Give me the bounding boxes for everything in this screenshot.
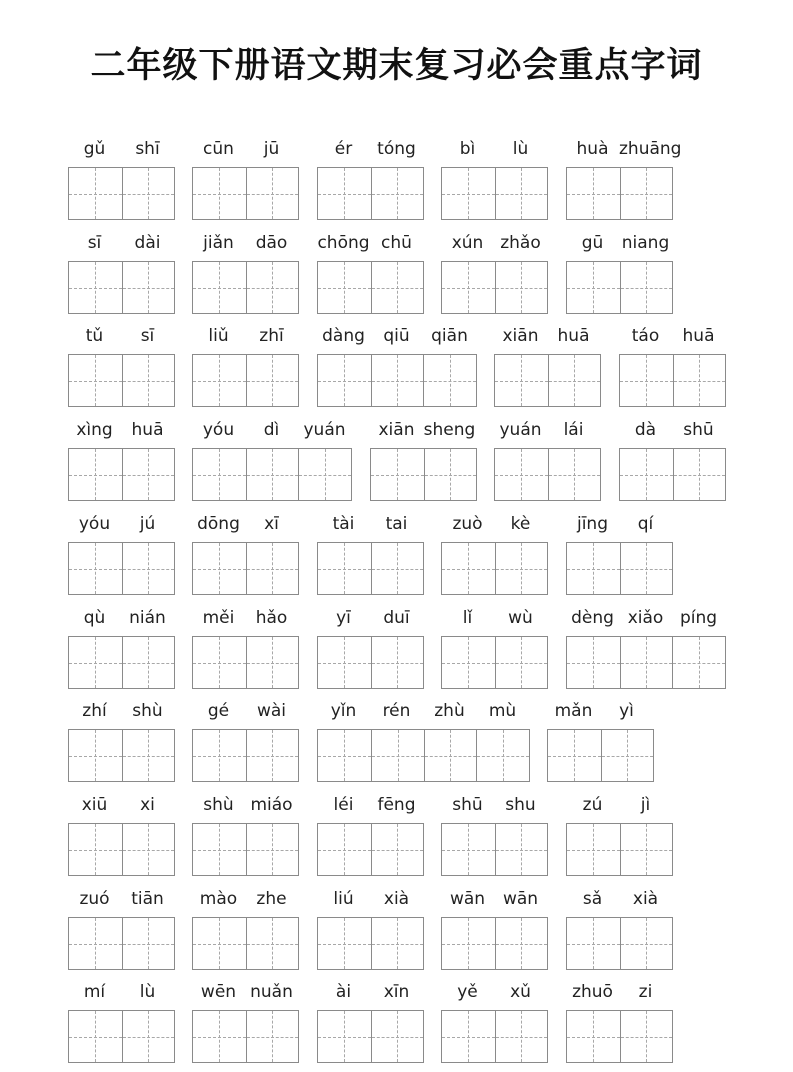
- tianzige-cell[interactable]: [476, 730, 529, 781]
- pinyin-syllable: bì: [459, 139, 476, 159]
- pinyin-syllable: mào: [199, 889, 238, 909]
- pinyin-syllable: zhǎo: [500, 233, 541, 253]
- tianzige-cell[interactable]: [620, 543, 673, 594]
- tianzige-cell[interactable]: [69, 730, 122, 781]
- pinyin-syllable: rén: [382, 701, 411, 721]
- tianzige-cell[interactable]: [672, 637, 725, 688]
- writing-grid: [317, 1010, 424, 1063]
- writing-grid: [317, 823, 424, 876]
- pinyin-syllable: miáo: [250, 795, 293, 815]
- writing-grid: [441, 261, 548, 314]
- tianzige-cell[interactable]: [495, 168, 548, 219]
- pinyin-syllable: huà: [576, 139, 609, 159]
- pinyin-syllable: shù: [132, 701, 163, 721]
- pinyin-syllable: zuò: [452, 514, 483, 534]
- tianzige-cell[interactable]: [318, 355, 371, 406]
- tianzige-cell[interactable]: [318, 1011, 371, 1062]
- writing-grid: [192, 261, 299, 314]
- pinyin-syllable: jú: [139, 514, 156, 534]
- tianzige-cell[interactable]: [495, 1011, 548, 1062]
- tianzige-cell[interactable]: [371, 449, 424, 500]
- pinyin-syllable: liú: [333, 889, 354, 909]
- pinyin-syllable: xiū: [81, 795, 108, 815]
- pinyin-syllable: tóng: [377, 139, 416, 159]
- tianzige-cell[interactable]: [673, 449, 726, 500]
- pinyin-syllable: sī: [87, 233, 102, 253]
- writing-grid: [317, 167, 424, 220]
- writing-grid: [441, 636, 548, 689]
- tianzige-cell[interactable]: [69, 168, 122, 219]
- writing-grid: [68, 542, 175, 595]
- tianzige-cell[interactable]: [567, 168, 620, 219]
- tianzige-cell[interactable]: [246, 355, 299, 406]
- tianzige-cell[interactable]: [318, 262, 371, 313]
- tianzige-cell[interactable]: [442, 262, 495, 313]
- tianzige-cell[interactable]: [318, 543, 371, 594]
- pinyin-syllable: qiān: [431, 326, 468, 346]
- pinyin-syllable: lái: [563, 420, 584, 440]
- tianzige-cell[interactable]: [298, 449, 351, 500]
- writing-grid: [317, 729, 530, 782]
- pinyin-syllable: wù: [508, 608, 533, 628]
- tianzige-cell[interactable]: [69, 543, 122, 594]
- pinyin-syllable: zi: [638, 982, 653, 1002]
- pinyin-syllable: cūn: [203, 139, 234, 159]
- writing-grid: [68, 729, 175, 782]
- tianzige-cell[interactable]: [246, 262, 299, 313]
- writing-grid: [192, 917, 299, 970]
- pinyin-syllable: zuó: [79, 889, 110, 909]
- pinyin-syllable: měi: [202, 608, 235, 628]
- tianzige-cell[interactable]: [246, 730, 299, 781]
- writing-grid: [68, 261, 175, 314]
- pinyin-syllable: táo: [631, 326, 660, 346]
- tianzige-cell[interactable]: [371, 637, 424, 688]
- writing-grid: [441, 917, 548, 970]
- pinyin-syllable: jīng: [576, 514, 608, 534]
- pinyin-syllable: lǐ: [462, 608, 473, 628]
- writing-grid: [192, 823, 299, 876]
- tianzige-cell[interactable]: [620, 449, 673, 500]
- pinyin-syllable: qù: [83, 608, 106, 628]
- writing-grid: [566, 261, 673, 314]
- pinyin-syllable: sheng: [423, 420, 476, 440]
- tianzige-cell[interactable]: [122, 262, 175, 313]
- tianzige-cell[interactable]: [246, 918, 299, 969]
- tianzige-cell[interactable]: [122, 449, 175, 500]
- writing-grid: [441, 823, 548, 876]
- pinyin-syllable: gé: [207, 701, 230, 721]
- pinyin-syllable: huā: [682, 326, 715, 346]
- tianzige-cell[interactable]: [495, 543, 548, 594]
- tianzige-cell[interactable]: [318, 918, 371, 969]
- tianzige-cell[interactable]: [122, 730, 175, 781]
- pinyin-syllable: gū: [581, 233, 604, 253]
- writing-grid: [68, 636, 175, 689]
- tianzige-cell[interactable]: [69, 449, 122, 500]
- tianzige-cell[interactable]: [371, 262, 424, 313]
- pinyin-syllable: chōng: [317, 233, 370, 253]
- writing-grid: [68, 448, 175, 501]
- tianzige-cell[interactable]: [442, 168, 495, 219]
- pinyin-syllable: dāo: [255, 233, 288, 253]
- tianzige-cell[interactable]: [246, 543, 299, 594]
- tianzige-cell[interactable]: [495, 355, 548, 406]
- tianzige-cell[interactable]: [548, 449, 601, 500]
- writing-grid: [494, 448, 601, 501]
- tianzige-cell[interactable]: [193, 262, 246, 313]
- writing-grid: [192, 167, 299, 220]
- pinyin-syllable: zhuō: [572, 982, 613, 1002]
- pinyin-syllable: xià: [383, 889, 410, 909]
- pinyin-syllable: niang: [621, 233, 670, 253]
- pinyin-syllable: xīn: [383, 982, 410, 1002]
- tianzige-cell[interactable]: [495, 918, 548, 969]
- pinyin-syllable: kè: [510, 514, 531, 534]
- tianzige-cell[interactable]: [424, 730, 477, 781]
- writing-grid: [317, 636, 424, 689]
- pinyin-syllable: shù: [203, 795, 234, 815]
- writing-grid: [566, 823, 673, 876]
- tianzige-cell[interactable]: [495, 449, 548, 500]
- tianzige-cell[interactable]: [69, 262, 122, 313]
- tianzige-cell[interactable]: [620, 918, 673, 969]
- pinyin-syllable: dàng: [322, 326, 365, 346]
- tianzige-cell[interactable]: [246, 1011, 299, 1062]
- writing-grid: [68, 354, 175, 407]
- pinyin-syllable: yóu: [78, 514, 111, 534]
- tianzige-cell[interactable]: [69, 637, 122, 688]
- tianzige-cell[interactable]: [69, 824, 122, 875]
- pinyin-syllable: jiǎn: [203, 233, 234, 253]
- tianzige-cell[interactable]: [193, 730, 246, 781]
- tianzige-cell[interactable]: [246, 824, 299, 875]
- pinyin-syllable: zhī: [259, 326, 284, 346]
- pinyin-syllable: ér: [334, 139, 353, 159]
- tianzige-cell[interactable]: [673, 355, 726, 406]
- pinyin-syllable: yuán: [303, 420, 346, 440]
- tianzige-cell[interactable]: [193, 824, 246, 875]
- tianzige-cell[interactable]: [318, 637, 371, 688]
- writing-grid: [317, 354, 477, 407]
- tianzige-cell[interactable]: [193, 918, 246, 969]
- tianzige-cell[interactable]: [122, 355, 175, 406]
- pinyin-syllable: hǎo: [255, 608, 288, 628]
- pinyin-syllable: shī: [135, 139, 160, 159]
- pinyin-syllable: chū: [381, 233, 412, 253]
- tianzige-cell[interactable]: [371, 918, 424, 969]
- tianzige-cell[interactable]: [318, 730, 371, 781]
- tianzige-cell[interactable]: [371, 730, 424, 781]
- tianzige-cell[interactable]: [567, 637, 620, 688]
- pinyin-syllable: huā: [131, 420, 164, 440]
- tianzige-cell[interactable]: [246, 168, 299, 219]
- tianzige-cell[interactable]: [318, 824, 371, 875]
- writing-grid: [192, 729, 299, 782]
- pinyin-syllable: nuǎn: [250, 982, 293, 1002]
- tianzige-cell[interactable]: [601, 730, 654, 781]
- pinyin-syllable: léi: [333, 795, 354, 815]
- pinyin-syllable: qí: [637, 514, 654, 534]
- tianzige-cell[interactable]: [122, 824, 175, 875]
- tianzige-cell[interactable]: [69, 1011, 122, 1062]
- pinyin-syllable: zhí: [82, 701, 107, 721]
- tianzige-cell[interactable]: [246, 449, 299, 500]
- tianzige-cell[interactable]: [567, 543, 620, 594]
- pinyin-syllable: nián: [129, 608, 166, 628]
- pinyin-syllable: zhe: [256, 889, 287, 909]
- tianzige-cell[interactable]: [122, 637, 175, 688]
- writing-grid: [192, 354, 299, 407]
- writing-grid: [441, 167, 548, 220]
- tianzige-cell[interactable]: [193, 449, 246, 500]
- tianzige-cell[interactable]: [371, 168, 424, 219]
- pinyin-syllable: mù: [488, 701, 517, 721]
- pinyin-syllable: sǎ: [582, 889, 603, 909]
- tianzige-cell[interactable]: [442, 824, 495, 875]
- pinyin-syllable: dèng: [571, 608, 614, 628]
- pinyin-syllable: jū: [263, 139, 280, 159]
- pinyin-syllable: mí: [83, 982, 106, 1002]
- pinyin-syllable: tài: [332, 514, 355, 534]
- tianzige-cell[interactable]: [620, 262, 673, 313]
- tianzige-cell[interactable]: [620, 637, 673, 688]
- tianzige-cell[interactable]: [122, 1011, 175, 1062]
- writing-grid: [192, 542, 299, 595]
- tianzige-cell[interactable]: [548, 355, 601, 406]
- pinyin-syllable: xi: [140, 795, 155, 815]
- pinyin-syllable: shū: [683, 420, 714, 440]
- pinyin-syllable: tiān: [131, 889, 164, 909]
- pinyin-syllable: xìng: [76, 420, 113, 440]
- writing-grid: [441, 1010, 548, 1063]
- tianzige-cell[interactable]: [193, 1011, 246, 1062]
- pinyin-syllable: xiān: [502, 326, 539, 346]
- writing-grid: [566, 1010, 673, 1063]
- pinyin-syllable: lù: [139, 982, 156, 1002]
- tianzige-cell[interactable]: [193, 355, 246, 406]
- pinyin-syllable: dài: [134, 233, 161, 253]
- pinyin-syllable: yī: [336, 608, 351, 628]
- pinyin-syllable: gǔ: [83, 139, 106, 159]
- writing-grid: [566, 917, 673, 970]
- tianzige-cell[interactable]: [442, 918, 495, 969]
- writing-grid: [566, 167, 673, 220]
- pinyin-syllable: zú: [582, 795, 603, 815]
- writing-grid: [619, 354, 726, 407]
- tianzige-cell[interactable]: [567, 1011, 620, 1062]
- writing-grid: [68, 1010, 175, 1063]
- tianzige-cell[interactable]: [567, 918, 620, 969]
- tianzige-cell[interactable]: [69, 918, 122, 969]
- tianzige-cell[interactable]: [371, 543, 424, 594]
- writing-grid: [192, 448, 352, 501]
- pinyin-syllable: dì: [263, 420, 280, 440]
- writing-grid: [317, 261, 424, 314]
- pinyin-syllable: shū: [452, 795, 483, 815]
- writing-grid: [192, 636, 299, 689]
- tianzige-cell[interactable]: [495, 824, 548, 875]
- writing-grid: [370, 448, 477, 501]
- pinyin-syllable: wān: [502, 889, 539, 909]
- pinyin-syllable: tai: [385, 514, 408, 534]
- pinyin-syllable: qiū: [383, 326, 410, 346]
- pinyin-syllable: shu: [505, 795, 536, 815]
- pinyin-syllable: xiǎo: [627, 608, 664, 628]
- writing-grid: [441, 542, 548, 595]
- tianzige-cell[interactable]: [193, 168, 246, 219]
- pinyin-syllable: duī: [383, 608, 410, 628]
- pinyin-syllable: yě: [457, 982, 478, 1002]
- writing-grid: [547, 729, 654, 782]
- pinyin-syllable: wān: [449, 889, 486, 909]
- tianzige-cell[interactable]: [567, 262, 620, 313]
- writing-grid: [494, 354, 601, 407]
- pinyin-syllable: liǔ: [208, 326, 229, 346]
- pinyin-syllable: sī: [140, 326, 155, 346]
- pinyin-syllable: píng: [679, 608, 718, 628]
- tianzige-cell[interactable]: [122, 543, 175, 594]
- pinyin-syllable: ài: [335, 982, 352, 1002]
- tianzige-cell[interactable]: [371, 1011, 424, 1062]
- pinyin-syllable: xǔ: [510, 982, 531, 1002]
- tianzige-cell[interactable]: [620, 824, 673, 875]
- writing-grid: [619, 448, 726, 501]
- tianzige-cell[interactable]: [442, 637, 495, 688]
- writing-grid: [317, 917, 424, 970]
- tianzige-cell[interactable]: [620, 355, 673, 406]
- tianzige-cell[interactable]: [495, 262, 548, 313]
- tianzige-cell[interactable]: [69, 355, 122, 406]
- pinyin-syllable: zhù: [434, 701, 465, 721]
- pinyin-syllable: xún: [451, 233, 484, 253]
- tianzige-cell[interactable]: [423, 355, 476, 406]
- pinyin-syllable: huā: [557, 326, 590, 346]
- page-title: 二年级下册语文期末复习必会重点字词: [90, 46, 703, 86]
- pinyin-syllable: mǎn: [554, 701, 593, 721]
- writing-grid: [68, 917, 175, 970]
- pinyin-syllable: dōng: [197, 514, 240, 534]
- tianzige-cell[interactable]: [318, 168, 371, 219]
- tianzige-cell[interactable]: [424, 449, 477, 500]
- tianzige-cell[interactable]: [193, 543, 246, 594]
- writing-grid: [566, 542, 673, 595]
- writing-grid: [68, 167, 175, 220]
- pinyin-syllable: wài: [256, 701, 287, 721]
- pinyin-syllable: wēn: [200, 982, 237, 1002]
- pinyin-syllable: yì: [619, 701, 634, 721]
- tianzige-cell[interactable]: [620, 168, 673, 219]
- pinyin-syllable: zhuāng: [619, 139, 682, 159]
- tianzige-cell[interactable]: [246, 637, 299, 688]
- pinyin-syllable: yǐn: [330, 701, 357, 721]
- tianzige-cell[interactable]: [442, 1011, 495, 1062]
- tianzige-cell[interactable]: [567, 824, 620, 875]
- pinyin-syllable: fēng: [377, 795, 416, 815]
- pinyin-syllable: tǔ: [85, 326, 104, 346]
- pinyin-syllable: xiān: [378, 420, 415, 440]
- tianzige-cell[interactable]: [620, 1011, 673, 1062]
- pinyin-syllable: jì: [640, 795, 651, 815]
- writing-grid: [192, 1010, 299, 1063]
- pinyin-syllable: dà: [634, 420, 657, 440]
- tianzige-cell[interactable]: [122, 918, 175, 969]
- tianzige-cell[interactable]: [495, 637, 548, 688]
- pinyin-syllable: xià: [632, 889, 659, 909]
- tianzige-cell[interactable]: [371, 824, 424, 875]
- pinyin-syllable: xī: [264, 514, 279, 534]
- writing-grid: [566, 636, 726, 689]
- tianzige-cell[interactable]: [371, 355, 424, 406]
- pinyin-syllable: lù: [512, 139, 529, 159]
- pinyin-syllable: yóu: [202, 420, 235, 440]
- writing-grid: [68, 823, 175, 876]
- tianzige-cell[interactable]: [193, 637, 246, 688]
- writing-grid: [317, 542, 424, 595]
- tianzige-cell[interactable]: [442, 543, 495, 594]
- tianzige-cell[interactable]: [548, 730, 601, 781]
- pinyin-syllable: yuán: [499, 420, 542, 440]
- tianzige-cell[interactable]: [122, 168, 175, 219]
